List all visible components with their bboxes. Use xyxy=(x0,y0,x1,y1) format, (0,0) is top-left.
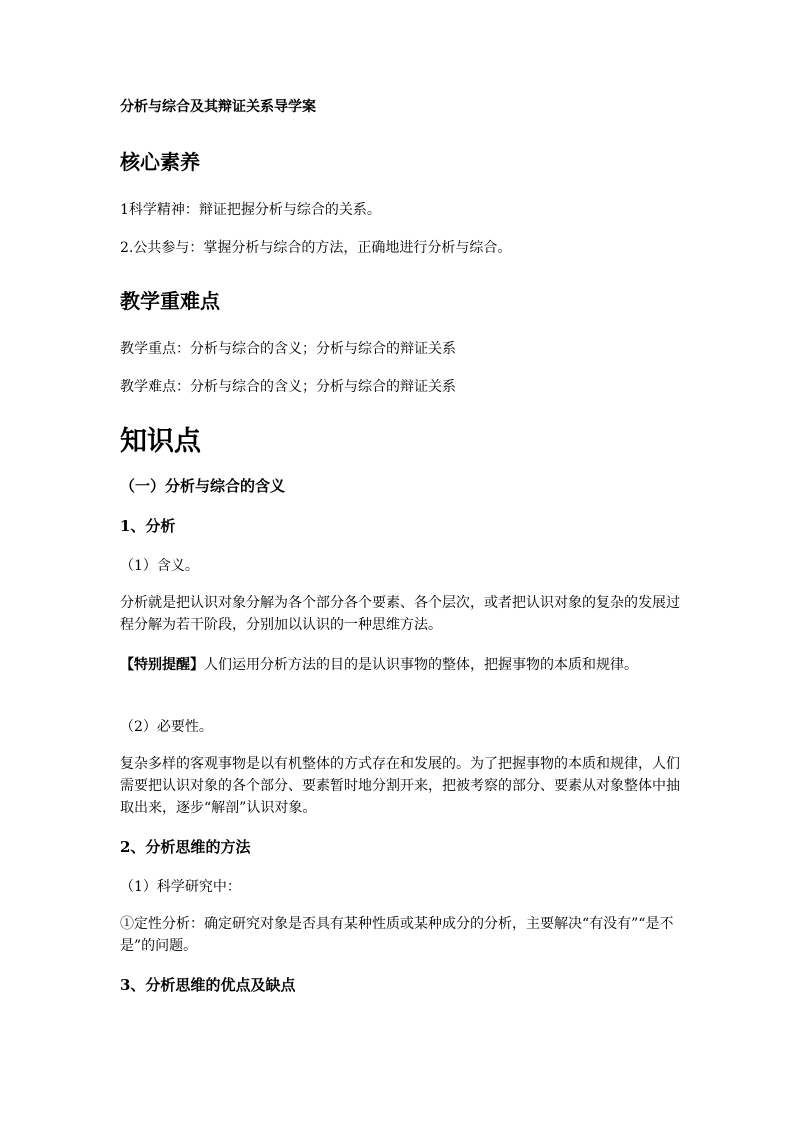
document-title: 分析与综合及其辩证关系导学案 xyxy=(120,99,316,115)
definition-paragraph: 分析就是把认识对象分解为各个部分各个要素、各个层次，或者把认识对象的复杂的发展过程分解为若干阶段，分别加以认识的一种思维方法。 xyxy=(120,595,680,633)
subsection-1-1: （1）含义。 xyxy=(120,558,199,574)
teaching-focus: 教学重点：分析与综合的含义；分析与综合的辩证关系 xyxy=(120,341,456,357)
heading-core-literacy: 核心素养 xyxy=(120,150,200,174)
necessity-paragraph: 复杂多样的客观事物是以有机整体的方式存在和发展的。为了把握事物的本质和规律，人们需要把认识对象的各个部分、要素暂时地分割开来，把被考察的部分、要素从对象整体中抽取出来，逐步“解剖”认识对象。 xyxy=(120,756,680,816)
section-3-heading: 3、分析思维的优点及缺点 xyxy=(120,976,296,994)
teaching-difficulty: 教学难点：分析与综合的含义；分析与综合的辩证关系 xyxy=(120,379,456,395)
subsection-2-1: （1）科学研究中： xyxy=(120,879,241,895)
qualitative-analysis-paragraph: ①定性分析：确定研究对象是否具有某种性质或某种成分的分析，主要解决“有没有”“是不是”的问题。 xyxy=(120,916,674,954)
special-tip-label: 【特别提醒】 xyxy=(120,657,204,673)
heading-key-difficult-points: 教学重难点 xyxy=(120,289,220,313)
core-item-1: 1科学精神：辩证把握分析与综合的关系。 xyxy=(120,202,381,218)
section-1-heading: 1、分析 xyxy=(120,517,176,535)
core-item-2: 2.公共参与：掌握分析与综合的方法，正确地进行分析与综合。 xyxy=(120,240,512,256)
special-tip-paragraph xyxy=(120,654,680,676)
part-1-heading: （一）分析与综合的含义 xyxy=(120,477,286,495)
special-tip-text: 人们运用分析方法的目的是认识事物的整体，把握事物的本质和规律。 xyxy=(204,657,638,673)
subsection-1-2: （2）必要性。 xyxy=(120,719,213,735)
section-2-heading: 2、分析思维的方法 xyxy=(120,838,251,856)
heading-knowledge-points: 知识点 xyxy=(120,426,201,457)
